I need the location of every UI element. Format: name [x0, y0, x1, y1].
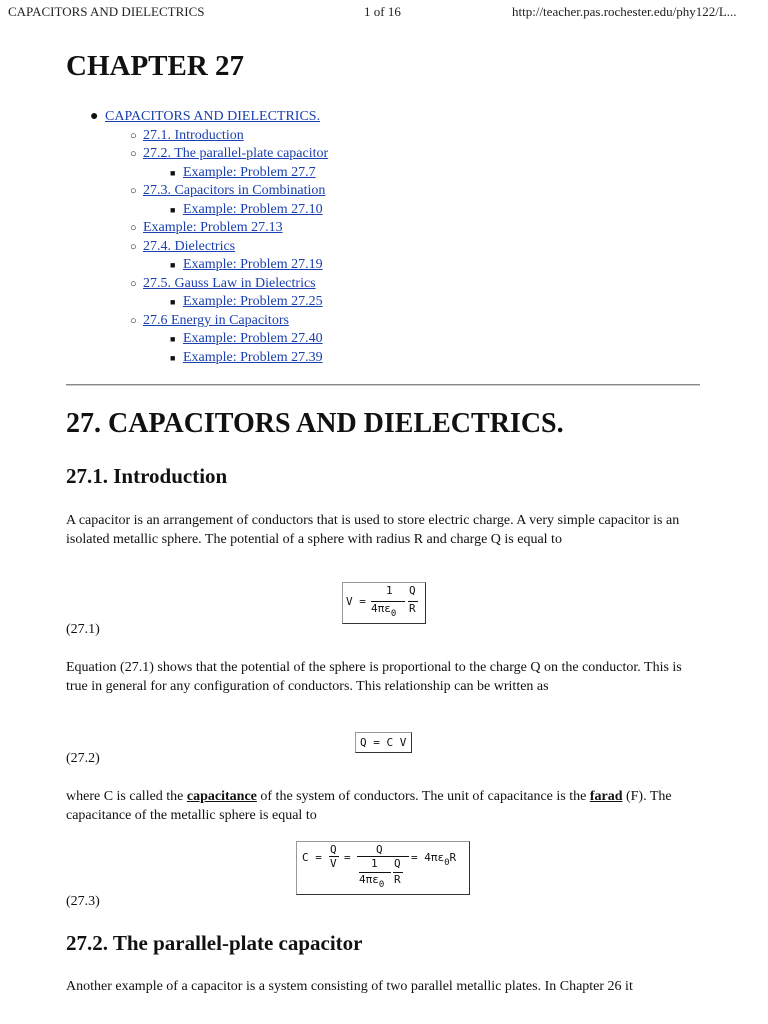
toc-link[interactable]: Example: Problem 27.13: [143, 220, 283, 235]
bullet-disc-icon: ●: [90, 109, 99, 124]
header-url: http://teacher.pas.rochester.edu/phy122/L...: [512, 4, 737, 19]
toc-item: [90, 127, 328, 146]
toc-item: [90, 238, 328, 257]
eq-inner-numerator: 1: [371, 857, 378, 870]
eq-numerator: Q: [409, 584, 416, 597]
toc-item: [90, 293, 328, 312]
bullet-square-icon: ■: [170, 352, 176, 363]
toc-link[interactable]: 27.2. The parallel-plate capacitor: [143, 146, 329, 161]
paragraph-parallel-plate: Another example of a capacitor is a system consisting of two parallel metallic plates. In Chapter 26 it: [66, 979, 633, 994]
eq-lhs: V =: [346, 595, 366, 608]
paragraph-capacitance: where C is called the capacitance of the system of conductors. The unit of capacitance is the farad (F). The capacitance of the metallic sphere is equal to: [66, 789, 672, 823]
toc-link[interactable]: Example: Problem 27.25: [183, 294, 323, 309]
chapter-title: CHAPTER 27: [66, 50, 245, 82]
eq-numerator: Q: [330, 843, 337, 856]
bullet-circle-icon: ○: [130, 314, 137, 327]
bullet-circle-icon: ○: [130, 222, 137, 234]
toc-item: [90, 108, 328, 127]
toc-item: [90, 256, 328, 275]
fraction-bar: [357, 856, 409, 857]
toc-link[interactable]: CAPACITORS AND DIELECTRICS.: [105, 109, 321, 124]
equation-number: (27.2): [66, 751, 100, 766]
eq-numerator: Q: [376, 843, 383, 856]
header-title: CAPACITORS AND DIELECTRICS: [8, 4, 205, 19]
eq-lhs: C =: [302, 851, 322, 864]
eq-text: Q = C V: [360, 736, 407, 749]
toc-link[interactable]: 27.4. Dielectrics: [143, 238, 236, 254]
equation-27-2: [355, 732, 412, 753]
subsection-title-parallel-plate: 27.2. The parallel-plate capacitor: [66, 931, 363, 955]
toc-link[interactable]: Example: Problem 27.39: [183, 349, 323, 365]
bullet-square-icon: ■: [170, 334, 176, 344]
equation-number: (27.3): [66, 894, 100, 909]
table-of-contents: [90, 108, 328, 367]
header-page-count: 1 of 16: [364, 4, 401, 19]
bullet-square-icon: ■: [170, 297, 176, 307]
horizontal-rule: [66, 384, 700, 386]
equation-number: (27.1): [66, 622, 100, 637]
eq-rhs: = $4\pi\varepsilon_0R$: [411, 851, 457, 868]
eq-denominator: $4\pi\varepsilon_0$: [371, 602, 397, 619]
term-farad: farad: [589, 789, 623, 804]
toc-link[interactable]: Example: Problem 27.7: [183, 164, 316, 180]
bullet-circle-icon: ○: [130, 129, 137, 142]
toc-item: [90, 182, 328, 201]
toc-link[interactable]: Example: Problem 27.10: [183, 201, 323, 217]
toc-link[interactable]: 27.6 Energy in Capacitors: [143, 312, 289, 328]
eq-inner-denominator: $4\pi\varepsilon_0$: [359, 873, 385, 890]
eq-inner-numerator: Q: [394, 857, 401, 870]
toc-item: [90, 201, 328, 220]
paragraph-proportional: Equation (27.1) shows that the potential of the sphere is proportional to the charge Q on the conductor. This is true in general for any configuration of conductors. This relationship can be written as: [66, 660, 682, 694]
toc-link[interactable]: 27.1. Introduction: [143, 127, 244, 143]
toc-item: [90, 164, 328, 183]
toc-item: [90, 145, 328, 164]
bullet-square-icon: ■: [170, 204, 176, 215]
paragraph-intro: A capacitor is an arrangement of conductors that is used to store electric charge. A very simple capacitor is an isolated metallic sphere. The potential of a sphere with radius R and charge Q is equal to: [66, 513, 680, 547]
toc-item: [90, 275, 328, 294]
eq-denominator: R: [409, 602, 416, 615]
toc-item: [90, 312, 328, 331]
toc-item: [90, 349, 328, 368]
eq-numerator: 1: [386, 584, 393, 597]
bullet-circle-icon: ○: [130, 277, 137, 290]
toc-link[interactable]: Example: Problem 27.19: [183, 257, 323, 272]
subsection-title-introduction: 27.1. Introduction: [66, 464, 228, 488]
equation-27-3: [296, 841, 470, 895]
toc-link[interactable]: Example: Problem 27.40: [183, 331, 323, 346]
bullet-circle-icon: ○: [130, 148, 137, 160]
toc-link[interactable]: 27.5. Gauss Law in Dielectrics: [143, 275, 316, 291]
eq-denominator: V: [330, 857, 337, 870]
bullet-square-icon: ■: [170, 260, 176, 270]
bullet-circle-icon: ○: [130, 185, 137, 197]
bullet-square-icon: ■: [170, 167, 176, 178]
term-capacitance: capacitance: [186, 789, 257, 804]
toc-item: [90, 330, 328, 349]
equation-27-1: [342, 582, 426, 624]
toc-item: [90, 219, 328, 238]
eq-inner-denominator: R: [394, 873, 401, 886]
section-title: 27. CAPACITORS AND DIELECTRICS.: [66, 408, 564, 439]
eq-equals: =: [344, 851, 351, 864]
toc-link[interactable]: 27.3. Capacitors in Combination: [143, 183, 326, 198]
bullet-circle-icon: ○: [130, 240, 137, 253]
